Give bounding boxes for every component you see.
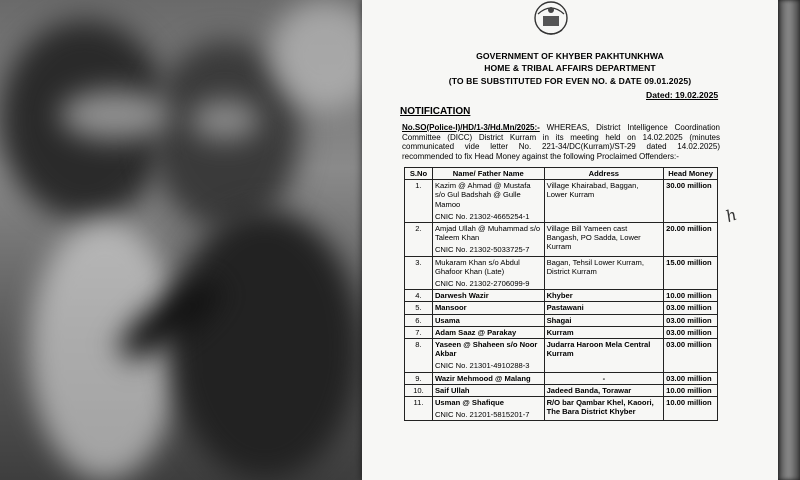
table-row	[405, 314, 718, 326]
row-sno: 11.	[405, 397, 433, 421]
table-row	[405, 223, 718, 257]
table-row	[405, 326, 718, 338]
row-name: Adam Saaz @ Parakay	[434, 327, 517, 337]
row-name-cell	[432, 223, 544, 257]
notification-date: Dated: 19.02.2025	[646, 90, 719, 100]
header-department: HOME & TRIBAL AFFAIRS DEPARTMENT	[484, 63, 656, 73]
row-name: Usama	[434, 315, 460, 325]
row-head-money: 30.00 million	[664, 180, 718, 223]
kp-government-emblem-icon	[528, 0, 574, 40]
row-name-cell	[432, 290, 544, 302]
row-address: Pastawani	[544, 302, 664, 314]
row-address: R/O bar Qambar Khel, Kaoori, The Bara District Khyber	[544, 397, 664, 421]
table-row	[405, 397, 718, 421]
row-cnic: CNIC No. 21301-4910288-3	[434, 361, 530, 371]
header-address: Address	[544, 168, 664, 180]
row-address: Shagai	[544, 314, 664, 326]
row-name-cell	[432, 326, 544, 338]
background-photo-right-edge	[778, 0, 800, 480]
row-sno: 3.	[405, 256, 433, 290]
table-row	[405, 256, 718, 290]
row-head-money: 10.00 million	[664, 397, 718, 421]
row-head-money: 03.00 million	[664, 314, 718, 326]
row-head-money: 03.00 million	[664, 326, 718, 338]
row-sno: 10.	[405, 384, 433, 396]
row-sno: 8.	[405, 339, 433, 373]
row-head-money: 03.00 million	[664, 372, 718, 384]
row-name-cell	[432, 256, 544, 290]
row-sno: 4.	[405, 290, 433, 302]
row-cnic: CNIC No. 21302-5033725-7	[434, 245, 530, 255]
background-photo	[0, 0, 380, 480]
row-name: Darwesh Wazir	[434, 291, 489, 301]
row-sno: 1.	[405, 180, 433, 223]
table-header-row	[405, 168, 718, 180]
row-address: Jadeed Banda, Torawar	[544, 384, 664, 396]
row-name: Kazim @ Ahmad @ Mustafa s/o Gul Badshah @ Gulle Mamoo	[434, 181, 531, 209]
row-head-money: 15.00 million	[664, 256, 718, 290]
row-sno: 6.	[405, 314, 433, 326]
row-address: Kurram	[544, 326, 664, 338]
row-head-money: 10.00 million	[664, 290, 718, 302]
handwritten-margin-mark: h	[723, 204, 740, 227]
row-address: Bagan, Tehsil Lower Kurram, District Kurram	[544, 256, 664, 290]
row-name-cell	[432, 339, 544, 373]
row-sno: 9.	[405, 372, 433, 384]
row-cnic: CNIC No. 21201-5815201-7	[434, 410, 530, 420]
notification-body	[402, 123, 720, 162]
header-name: Name/ Father Name	[432, 168, 544, 180]
row-name-cell	[432, 180, 544, 223]
row-head-money: 03.00 million	[664, 302, 718, 314]
row-address: Judarra Haroon Mela Central Kurram	[544, 339, 664, 373]
table-row	[405, 302, 718, 314]
header-head-money: Head Money	[664, 168, 718, 180]
table-row	[405, 339, 718, 373]
table-row	[405, 372, 718, 384]
row-name-cell	[432, 302, 544, 314]
row-sno: 5.	[405, 302, 433, 314]
header-sno: S.No	[405, 168, 433, 180]
row-name: Mansoor	[434, 303, 467, 313]
row-cnic: CNIC No. 21302-2706099-9	[434, 279, 530, 289]
notification-text: WHEREAS, District Intelligence Coordination Committee (DICC) District Kurram in its meeting held on 14.02.2025 (minutes communicated vide letter No. 221-34/DC(Kurram)/ST-29 dated 14.02.2025) recommended to fix Head Money against the following Proclaimed Offenders:-	[402, 123, 720, 162]
row-address: Village Bill Yameen cast Bangash, PO Sadda, Lower Kurram	[544, 223, 664, 257]
row-cnic: CNIC No. 21302-4665254-1	[434, 211, 530, 221]
row-sno: 2.	[405, 223, 433, 257]
notification-reference: No.SO(Police-I)/HD/1-3/Hd.Mn/2025:-	[402, 123, 540, 132]
row-address: Village Khairabad, Baggan, Lower Kurram	[544, 180, 664, 223]
row-head-money: 20.00 million	[664, 223, 718, 257]
row-head-money: 10.00 million	[664, 384, 718, 396]
row-name: Wazir Mehmood @ Malang	[434, 373, 531, 383]
row-name: Amjad Ullah @ Muhammad s/o Taleem Khan	[434, 224, 541, 243]
header-substitution-note: (TO BE SUBSTITUTED FOR EVEN NO. & DATE 09.01.2025)	[448, 76, 692, 86]
row-sno: 7.	[405, 326, 433, 338]
row-name: Saif Ullah	[434, 385, 470, 395]
row-address: Khyber	[544, 290, 664, 302]
row-name: Yaseen @ Shaheen s/o Noor Akbar	[434, 340, 538, 359]
row-name-cell	[432, 314, 544, 326]
row-name-cell	[432, 384, 544, 396]
row-name: Mukaram Khan s/o Abdul Ghafoor Khan (Late)	[434, 257, 520, 276]
row-name: Usman @ Shafique	[434, 398, 504, 408]
notification-title: NOTIFICATION	[400, 106, 471, 117]
table-row	[405, 384, 718, 396]
row-name-cell	[432, 372, 544, 384]
proclaimed-offenders-table	[404, 167, 718, 421]
table-row	[405, 180, 718, 223]
header-government: GOVERNMENT OF KHYBER PAKHTUNKHWA	[476, 51, 664, 61]
row-address: -	[544, 372, 664, 384]
table-row	[405, 290, 718, 302]
row-head-money: 03.00 million	[664, 339, 718, 373]
row-name-cell	[432, 397, 544, 421]
